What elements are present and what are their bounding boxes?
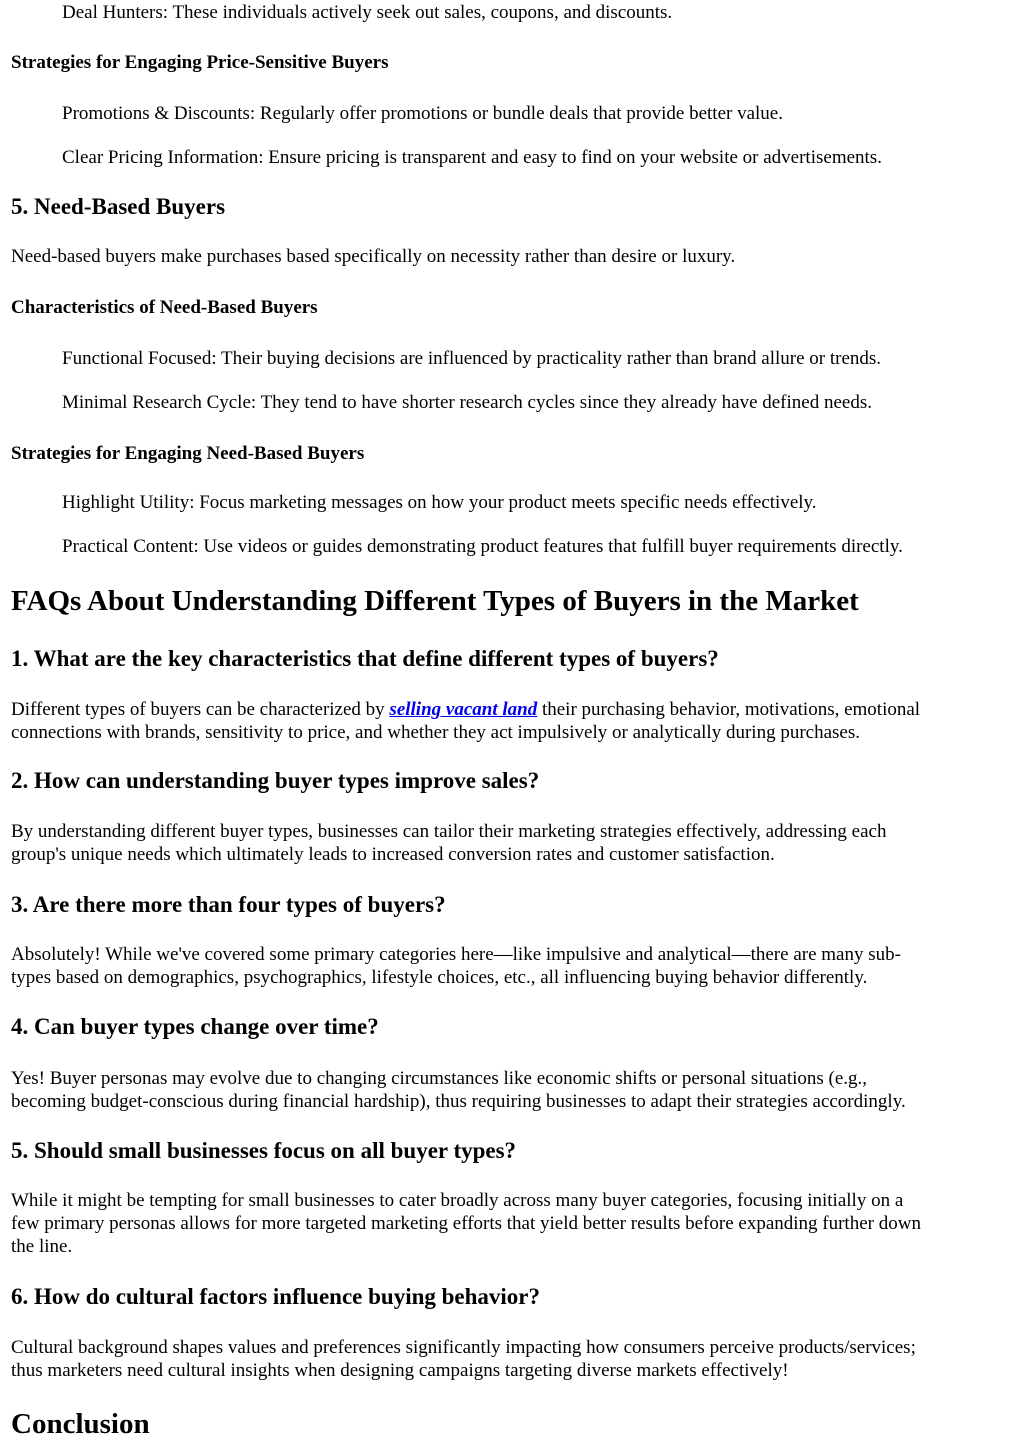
faq-answer-2: By understanding different buyer types, businesses can tailor their marketing strategies effectively, addressing each group's unique needs which ultimately leads to increased conversion rates and customer satisfaction. bbox=[11, 821, 887, 865]
strategy-item-utility: Highlight Utility: Focus marketing messages on how your product meets specific needs effectively. bbox=[62, 492, 817, 513]
faqs-heading: FAQs About Understanding Different Types of Buyers in the Market bbox=[11, 585, 859, 617]
faq-answer-1 bbox=[11, 698, 1011, 744]
faq-question-2: 2. How can understanding buyer types improve sales? bbox=[11, 768, 540, 793]
faq-question-4: 4. Can buyer types change over time? bbox=[11, 1014, 379, 1039]
faq-question-6: 6. How do cultural factors influence buying behavior? bbox=[11, 1284, 541, 1309]
conclusion-heading: Conclusion bbox=[11, 1408, 150, 1440]
faq-answer-5: While it might be tempting for small businesses to cater broadly across many buyer categories, focusing initially on a few primary personas allows for more targeted marketing efforts that yield better results before expanding further down the line. bbox=[11, 1190, 921, 1257]
faq-question-3: 3. Are there more than four types of buyers? bbox=[11, 892, 446, 917]
faq-answer-4: Yes! Buyer personas may evolve due to changing circumstances like economic shifts or personal situations (e.g., becoming budget-conscious during financial hardship), thus requiring businesses to adapt their strategies accordingly. bbox=[11, 1068, 906, 1112]
faq-answer-6: Cultural background shapes values and preferences significantly impacting how consumers perceive products/services; thus marketers need cultural insights when designing campaigns targeting diverse markets effectively! bbox=[11, 1337, 916, 1381]
need-based-strategies-heading: Strategies for Engaging Need-Based Buyers bbox=[11, 443, 365, 464]
faq-answer-3: Absolutely! While we've covered some primary categories here—like impulsive and analytical—there are many sub- types based on demographics, psychographics, lifestyle choices, etc., all influencing buying behavior differently. bbox=[11, 944, 901, 988]
need-based-intro: Need-based buyers make purchases based specifically on necessity rather than desire or luxury. bbox=[11, 246, 736, 267]
deal-hunters-item: Deal Hunters: These individuals actively seek out sales, coupons, and discounts. bbox=[62, 2, 673, 23]
strategy-item-promotions: Promotions & Discounts: Regularly offer promotions or bundle deals that provide better value. bbox=[62, 103, 783, 124]
characteristic-item-functional: Functional Focused: Their buying decisions are influenced by practicality rather than brand allure or trends. bbox=[62, 348, 882, 369]
faq-answer-1-line-2: connections with brands, sensitivity to price, and whether they act impulsively or analytically during purchases. bbox=[11, 722, 860, 743]
price-sensitive-strategies-heading: Strategies for Engaging Price-Sensitive Buyers bbox=[11, 52, 389, 73]
strategy-item-clear-pricing: Clear Pricing Information: Ensure pricing is transparent and easy to find on your website or advertisements. bbox=[62, 147, 882, 168]
selling-vacant-land-link[interactable]: selling vacant land bbox=[389, 699, 538, 720]
faq-question-5: 5. Should small businesses focus on all buyer types? bbox=[11, 1138, 517, 1163]
characteristic-item-research: Minimal Research Cycle: They tend to have shorter research cycles since they already have defined needs. bbox=[62, 392, 872, 413]
faq-answer-1-line-1: Different types of buyers can be characterized by selling vacant land their purchasing behavior, motivations, emotional bbox=[11, 699, 921, 720]
faq-question-1: 1. What are the key characteristics that define different types of buyers? bbox=[11, 646, 719, 671]
need-based-characteristics-heading: Characteristics of Need-Based Buyers bbox=[11, 297, 318, 318]
need-based-heading: 5. Need-Based Buyers bbox=[11, 194, 226, 219]
strategy-item-practical-content: Practical Content: Use videos or guides demonstrating product features that fulfill buyer requirements directly. bbox=[62, 536, 903, 557]
